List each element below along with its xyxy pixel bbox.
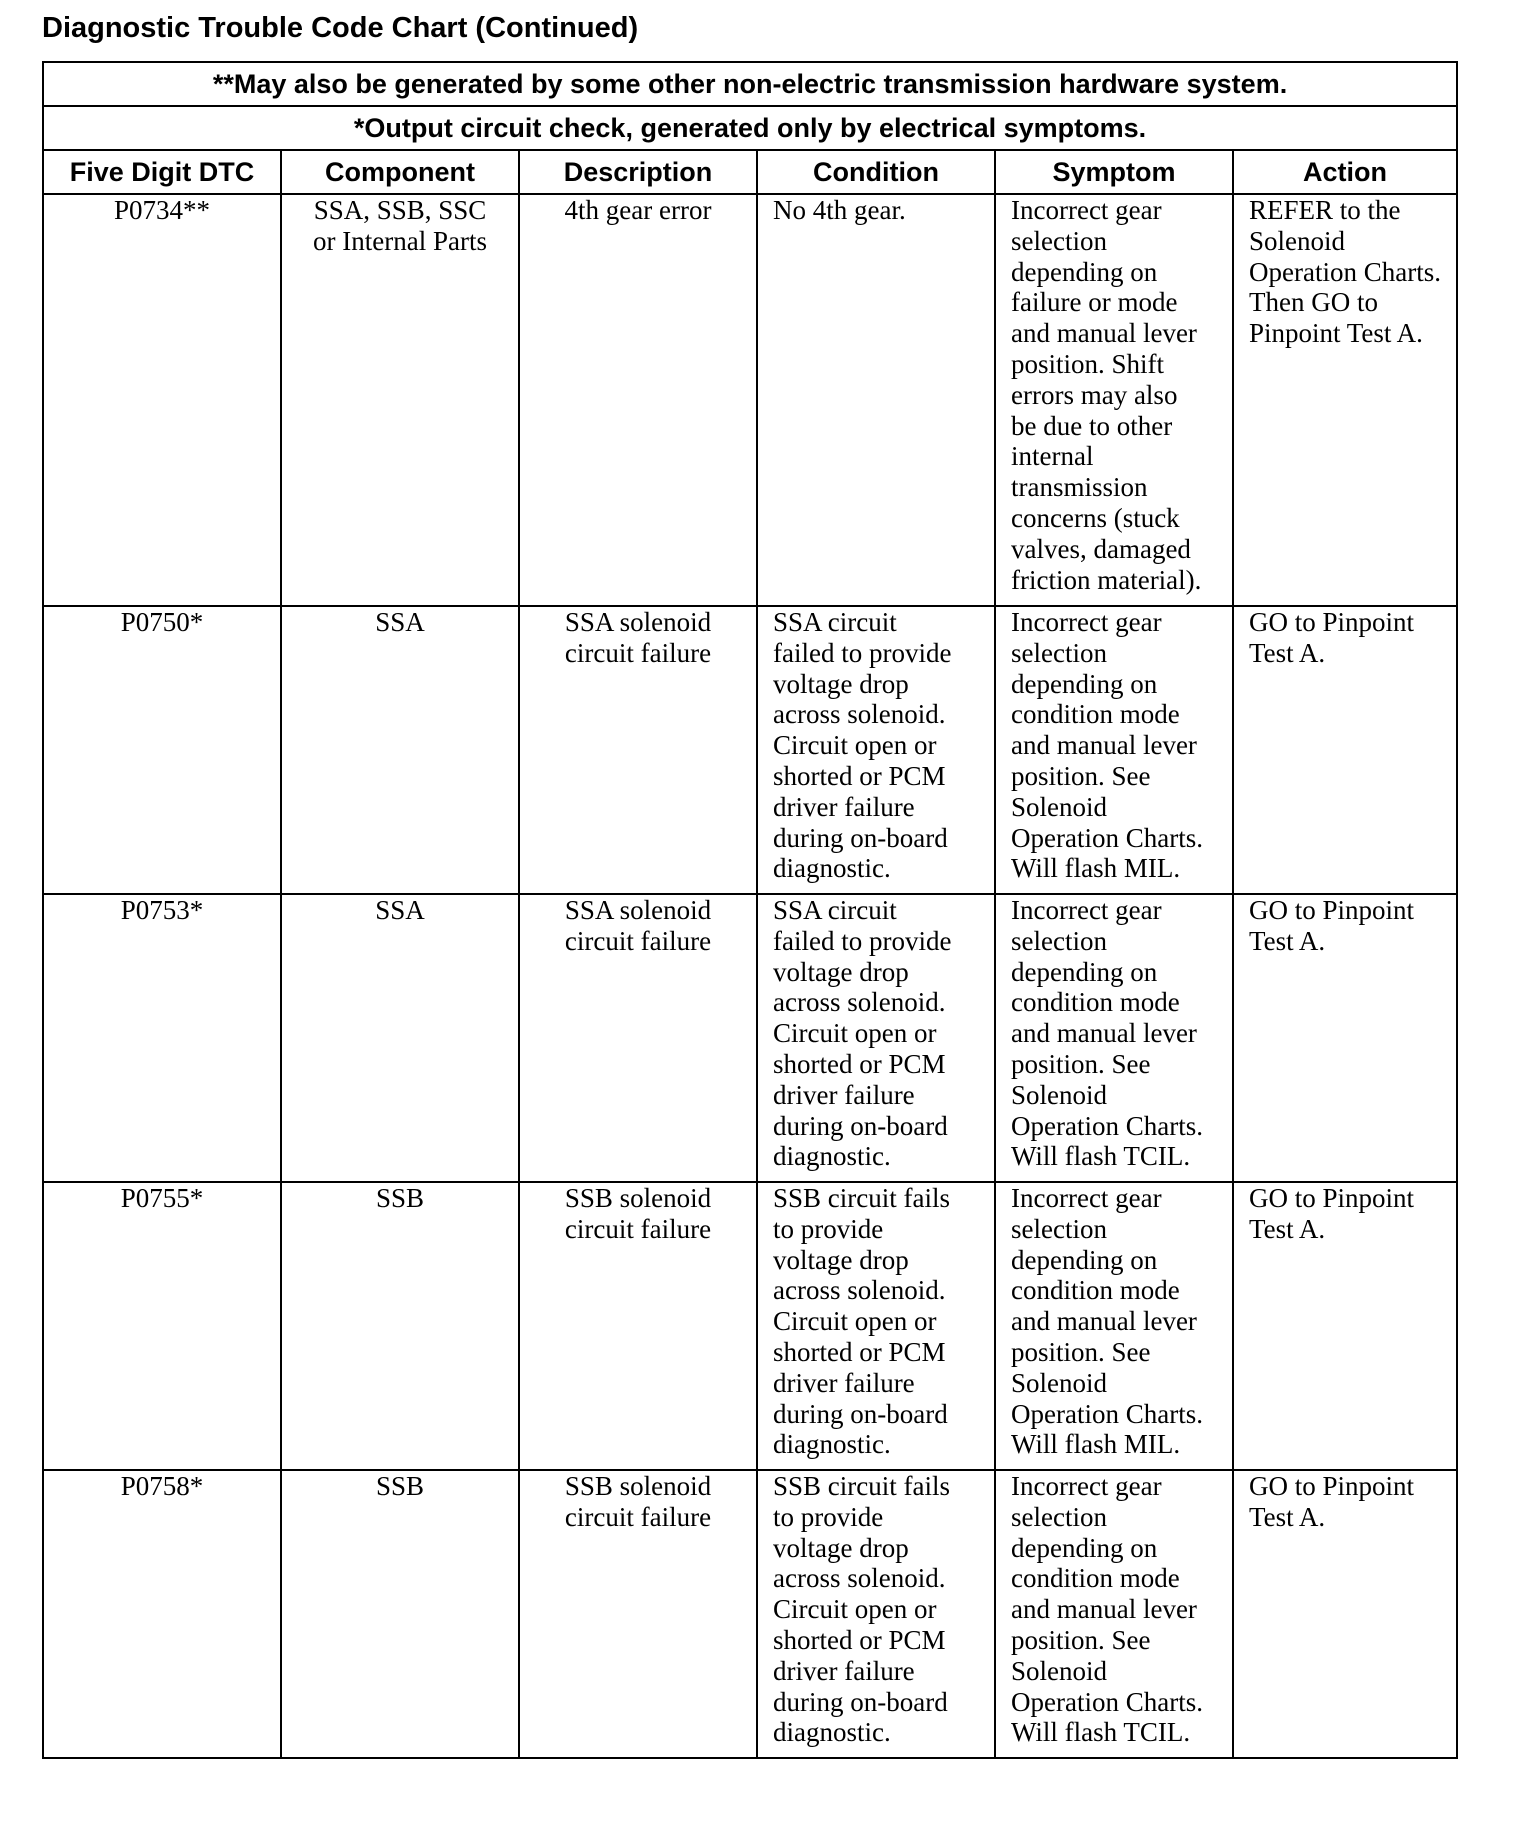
cell-dtc: P0734** [43, 194, 281, 606]
table-row [43, 606, 1457, 894]
table-row [43, 1470, 1457, 1758]
column-header-condition: Condition [757, 150, 995, 194]
cell-condition: SSB circuit fails to provide voltage drop across solenoid. Circuit open or shorted or PCM driver failure during on-board diagnostic. [757, 1470, 995, 1758]
page-title: Diagnostic Trouble Code Chart (Continued) [42, 12, 639, 44]
column-header-row [43, 150, 1457, 194]
cell-condition: SSA circuit failed to provide voltage drop across solenoid. Circuit open or shorted or PCM driver failure during on-board diagnostic. [757, 894, 995, 1182]
cell-description: SSB solenoid circuit failure [519, 1182, 757, 1470]
cell-action: GO to Pinpoint Test A. [1233, 1182, 1457, 1470]
cell-condition: SSA circuit failed to provide voltage drop across solenoid. Circuit open or shorted or PCM driver failure during on-board diagnostic. [757, 606, 995, 894]
note-output-circuit: *Output circuit check, generated only by electrical symptoms. [43, 106, 1457, 150]
cell-condition: SSB circuit fails to provide voltage drop across solenoid. Circuit open or shorted or PCM driver failure during on-board diagnostic. [757, 1182, 995, 1470]
cell-description: 4th gear error [519, 194, 757, 606]
column-header-symptom: Symptom [995, 150, 1233, 194]
cell-condition: No 4th gear. [757, 194, 995, 606]
column-header-dtc: Five Digit DTC [43, 150, 281, 194]
table-row [43, 194, 1457, 606]
cell-description: SSB solenoid circuit failure [519, 1470, 757, 1758]
note-row [43, 62, 1457, 106]
column-header-description: Description [519, 150, 757, 194]
cell-symptom: Incorrect gear selection depending on failure or mode and manual lever position. Shift errors may also be due to other internal transmission concerns (stuck valves, damaged friction material). [995, 194, 1233, 606]
cell-description: SSA solenoid circuit failure [519, 894, 757, 1182]
cell-dtc: P0750* [43, 606, 281, 894]
cell-component: SSB [281, 1182, 519, 1470]
cell-dtc: P0755* [43, 1182, 281, 1470]
cell-dtc: P0753* [43, 894, 281, 1182]
cell-component: SSB [281, 1470, 519, 1758]
table-row [43, 894, 1457, 1182]
cell-symptom: Incorrect gear selection depending on condition mode and manual lever position. See Solenoid Operation Charts. Will flash TCIL. [995, 1470, 1233, 1758]
column-header-action: Action [1233, 150, 1457, 194]
cell-component: SSA [281, 894, 519, 1182]
column-header-component: Component [281, 150, 519, 194]
cell-action: REFER to the Solenoid Operation Charts. Then GO to Pinpoint Test A. [1233, 194, 1457, 606]
cell-action: GO to Pinpoint Test A. [1233, 606, 1457, 894]
cell-dtc: P0758* [43, 1470, 281, 1758]
dtc-table [42, 61, 1458, 1759]
note-row [43, 106, 1457, 150]
cell-action: GO to Pinpoint Test A. [1233, 894, 1457, 1182]
cell-symptom: Incorrect gear selection depending on condition mode and manual lever position. See Solenoid Operation Charts. Will flash MIL. [995, 606, 1233, 894]
note-hardware: **May also be generated by some other non-electric transmission hardware system. [43, 62, 1457, 106]
cell-symptom: Incorrect gear selection depending on condition mode and manual lever position. See Solenoid Operation Charts. Will flash MIL. [995, 1182, 1233, 1470]
cell-description: SSA solenoid circuit failure [519, 606, 757, 894]
cell-action: GO to Pinpoint Test A. [1233, 1470, 1457, 1758]
cell-symptom: Incorrect gear selection depending on condition mode and manual lever position. See Solenoid Operation Charts. Will flash TCIL. [995, 894, 1233, 1182]
cell-component: SSA, SSB, SSC or Internal Parts [281, 194, 519, 606]
cell-component: SSA [281, 606, 519, 894]
table-row [43, 1182, 1457, 1470]
